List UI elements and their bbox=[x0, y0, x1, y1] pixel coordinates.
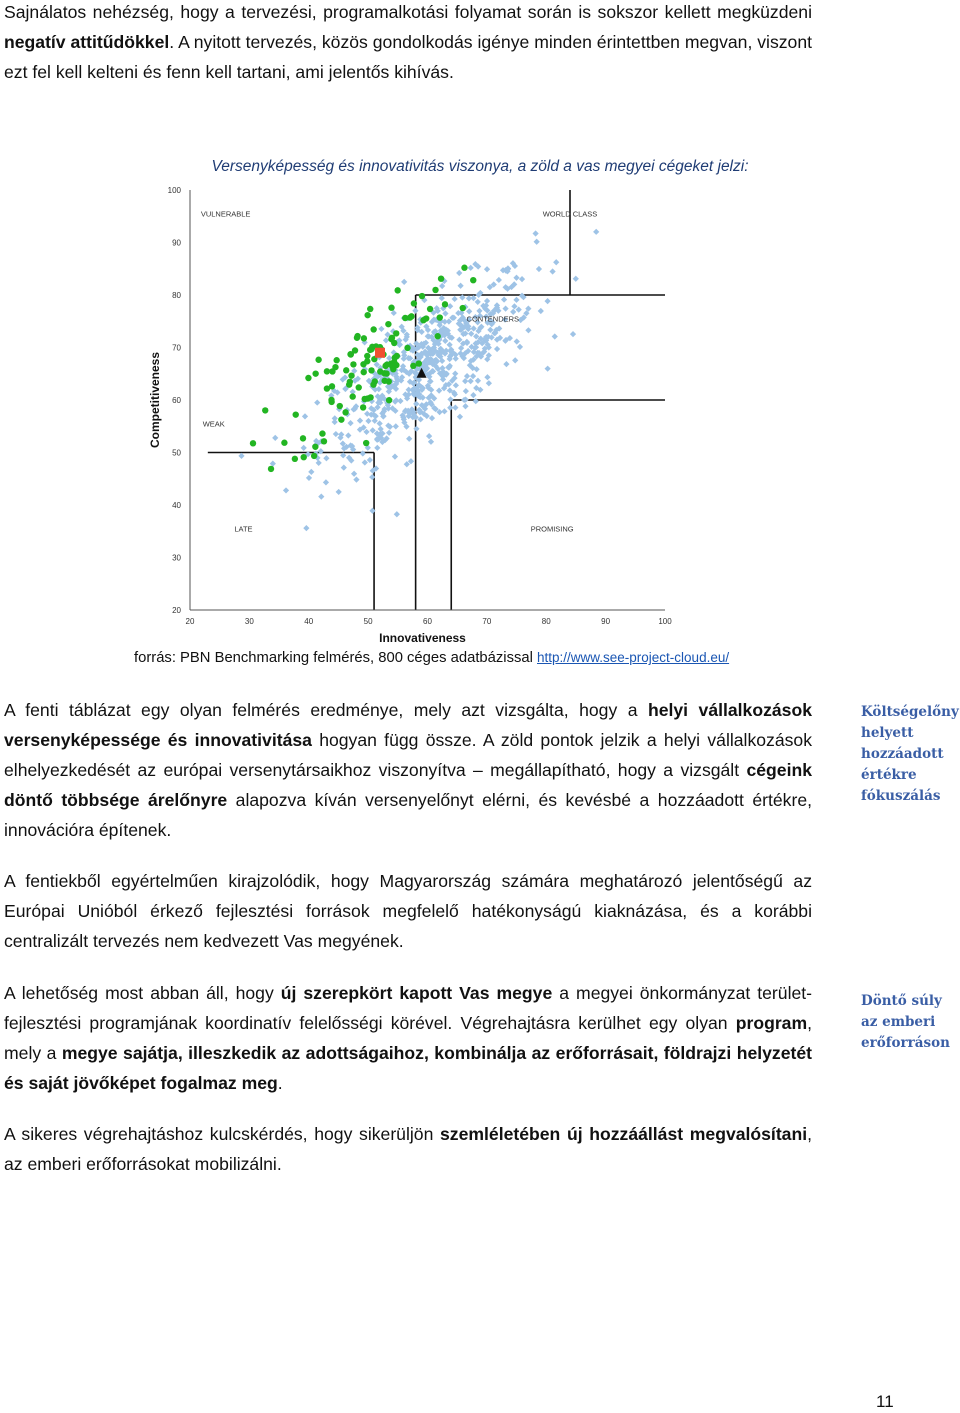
data-point bbox=[238, 453, 244, 459]
data-point bbox=[401, 279, 407, 285]
source-link[interactable]: http://www.see-project-cloud.eu/ bbox=[537, 650, 730, 665]
data-point bbox=[349, 393, 355, 399]
data-point bbox=[462, 378, 468, 384]
data-point bbox=[377, 368, 383, 374]
x-tick-label: 20 bbox=[185, 617, 195, 626]
p4-bold-1: szemléletében új hozzáállást megvalósítani bbox=[440, 1124, 808, 1144]
data-point bbox=[324, 368, 330, 374]
paragraph-opportunity bbox=[4, 978, 812, 1098]
quadrant-label: WORLD CLASS bbox=[542, 209, 598, 219]
data-point bbox=[413, 401, 419, 407]
data-point bbox=[439, 295, 445, 301]
y-tick-label: 100 bbox=[167, 186, 181, 195]
data-point bbox=[370, 381, 376, 387]
data-point bbox=[544, 298, 550, 304]
data-point bbox=[475, 299, 481, 305]
intro-text: Sajnálatos nehézség, hogy a tervezési, programalkotási folyamat során is sokszor kellett megküzdeni bbox=[4, 2, 812, 22]
data-point bbox=[361, 335, 367, 341]
data-point bbox=[438, 275, 444, 281]
p1-text-3: alapozva kíván versenyelőnyt elérni, és kevésbé a hozzáadott értékre, innovációra építenek. bbox=[4, 790, 812, 840]
side-note-human: Döntő súly az emberi erőforráson bbox=[861, 993, 950, 1051]
data-point bbox=[338, 416, 344, 422]
data-point bbox=[461, 265, 467, 271]
data-point bbox=[314, 399, 320, 405]
p3-bold-2: program bbox=[735, 1013, 808, 1033]
data-point bbox=[536, 266, 542, 272]
x-tick-label: 50 bbox=[363, 617, 373, 626]
data-point bbox=[447, 405, 453, 411]
data-point bbox=[404, 345, 410, 351]
intro-paragraph bbox=[4, 0, 812, 87]
data-point bbox=[308, 469, 314, 475]
data-point bbox=[323, 479, 329, 485]
data-point bbox=[300, 435, 306, 441]
data-point bbox=[321, 438, 327, 444]
data-point bbox=[570, 331, 576, 337]
data-point bbox=[392, 454, 398, 460]
data-point bbox=[416, 360, 422, 366]
x-tick-label: 30 bbox=[244, 617, 254, 626]
data-point bbox=[463, 388, 469, 394]
data-point bbox=[442, 338, 448, 344]
data-point bbox=[369, 344, 375, 350]
page-number: 11 bbox=[876, 1392, 894, 1411]
data-point bbox=[293, 411, 299, 417]
data-point bbox=[532, 230, 538, 236]
p4-text-2: , az emberi erőforrásokat mobilizálni. bbox=[4, 1124, 812, 1174]
data-point bbox=[447, 342, 453, 348]
data-point bbox=[466, 295, 472, 301]
data-point bbox=[272, 435, 278, 441]
y-tick-label: 60 bbox=[172, 396, 181, 405]
data-point bbox=[301, 454, 307, 460]
data-point bbox=[318, 494, 324, 500]
x-tick-label: 40 bbox=[304, 617, 314, 626]
data-point bbox=[312, 370, 318, 376]
data-point bbox=[514, 338, 520, 344]
data-point bbox=[368, 367, 374, 373]
data-point bbox=[381, 378, 387, 384]
data-point bbox=[374, 445, 380, 451]
data-point bbox=[394, 287, 400, 293]
data-point bbox=[250, 440, 256, 446]
data-point bbox=[501, 296, 507, 302]
data-point bbox=[305, 375, 311, 381]
data-point bbox=[319, 430, 325, 436]
data-point bbox=[456, 337, 462, 343]
data-point bbox=[281, 440, 287, 446]
y-tick-label: 70 bbox=[172, 343, 181, 353]
data-point bbox=[470, 392, 476, 398]
data-point bbox=[377, 420, 383, 426]
data-point bbox=[486, 380, 492, 386]
scatter-chart bbox=[145, 180, 675, 646]
data-point bbox=[360, 450, 366, 456]
data-point bbox=[512, 357, 518, 363]
data-point bbox=[420, 317, 426, 323]
data-point bbox=[553, 259, 559, 265]
data-point bbox=[292, 456, 298, 462]
data-point bbox=[302, 413, 308, 419]
data-point bbox=[332, 364, 338, 370]
x-tick-label: 80 bbox=[541, 617, 551, 626]
data-point bbox=[462, 403, 468, 409]
data-point bbox=[513, 297, 519, 303]
data-point bbox=[538, 308, 544, 314]
data-point bbox=[315, 357, 321, 363]
data-point bbox=[332, 415, 338, 421]
data-point bbox=[408, 313, 414, 319]
data-point bbox=[385, 321, 391, 327]
data-point bbox=[494, 346, 500, 352]
data-point bbox=[511, 303, 517, 309]
x-axis-label: Innovativeness bbox=[379, 631, 466, 645]
y-tick-label: 30 bbox=[172, 553, 181, 563]
data-point bbox=[390, 366, 396, 372]
data-point bbox=[441, 408, 447, 414]
data-point bbox=[347, 379, 353, 385]
data-point bbox=[262, 407, 268, 413]
data-point bbox=[347, 420, 353, 426]
data-point bbox=[437, 314, 443, 320]
data-point bbox=[337, 403, 343, 409]
data-point bbox=[468, 331, 474, 337]
quadrant-label: CONTENDERS bbox=[466, 314, 520, 324]
data-point bbox=[367, 457, 373, 463]
data-point bbox=[464, 373, 470, 379]
data-point bbox=[370, 326, 376, 332]
y-axis-label: Competitiveness bbox=[148, 351, 162, 449]
p4-text-1: A sikeres végrehajtáshoz kulcskérdés, hogy sikerüljön bbox=[4, 1124, 441, 1144]
p3-text-2: a megyei önkormányzat terület-fejlesztési programjának koordinatív felelősségi körével. Végrehajtásra kerülhet egy olyan bbox=[4, 983, 813, 1033]
data-point bbox=[428, 439, 434, 445]
series-eu-companies bbox=[238, 229, 599, 532]
data-point bbox=[519, 276, 525, 282]
data-point bbox=[442, 301, 448, 307]
data-point bbox=[534, 239, 540, 245]
data-point bbox=[412, 308, 418, 314]
data-point bbox=[311, 453, 317, 459]
source-text: forrás: PBN Benchmarking felmérés, 800 céges adatbázissal bbox=[134, 650, 537, 666]
data-point bbox=[468, 265, 474, 271]
paragraph-eu-funds: A fentiekből egyértelműen kirajzolódik, hogy Magyarország számára meghatározó jelentőségű az Európai Unióból érkező fejlesztési források megfelelő hatékonyságú kiaknázása, és a korábbi centralizált tervezés nem kedvezett Vas megyének. bbox=[4, 871, 812, 951]
data-point bbox=[383, 370, 389, 376]
data-point bbox=[426, 433, 432, 439]
data-point bbox=[303, 525, 309, 531]
data-point bbox=[301, 445, 307, 451]
data-point bbox=[361, 369, 367, 375]
data-point bbox=[370, 427, 376, 433]
intro-bold: negatív attitűdökkel bbox=[4, 32, 170, 52]
data-point bbox=[513, 275, 519, 281]
quadrant-labels bbox=[201, 209, 597, 533]
data-point bbox=[350, 361, 356, 367]
data-point bbox=[351, 471, 357, 477]
figure-caption: Versenyképesség és innovativitás viszonya, a zöld a vas megyei cégeket jelzi: bbox=[211, 158, 749, 175]
p3-bold-1: új szerepkört kapott Vas megye bbox=[280, 983, 553, 1003]
data-point bbox=[363, 440, 369, 446]
data-point bbox=[573, 276, 579, 282]
data-point bbox=[333, 357, 339, 363]
quadrant-label: LATE bbox=[234, 524, 253, 534]
highlight-square-marker bbox=[375, 348, 385, 358]
data-point bbox=[357, 417, 363, 423]
x-tick-label: 70 bbox=[482, 617, 492, 626]
data-point bbox=[388, 305, 394, 311]
data-point bbox=[353, 477, 359, 483]
data-point bbox=[447, 396, 453, 402]
data-point bbox=[496, 277, 502, 283]
data-point bbox=[372, 418, 378, 424]
data-point bbox=[268, 466, 274, 472]
data-point bbox=[484, 374, 490, 380]
data-point bbox=[352, 347, 358, 353]
data-point bbox=[360, 361, 366, 367]
y-tick-label: 80 bbox=[172, 291, 181, 300]
data-point bbox=[593, 229, 599, 235]
data-point bbox=[389, 335, 395, 341]
quadrant-label: VULNERABLE bbox=[200, 209, 251, 219]
data-point bbox=[341, 464, 347, 470]
p1-bold-2: cégeink döntő többsége árelőnyre bbox=[4, 760, 812, 810]
data-point bbox=[502, 305, 508, 311]
data-point bbox=[383, 337, 389, 343]
data-point bbox=[394, 511, 400, 517]
data-point bbox=[460, 305, 466, 311]
data-point bbox=[348, 372, 354, 378]
quadrant-lines bbox=[208, 190, 665, 610]
data-point bbox=[312, 444, 318, 450]
data-point bbox=[333, 431, 339, 437]
data-point bbox=[427, 306, 433, 312]
data-point bbox=[411, 300, 417, 306]
data-point bbox=[525, 327, 531, 333]
data-point bbox=[516, 306, 522, 312]
y-tick-label: 90 bbox=[172, 238, 181, 248]
data-point bbox=[456, 270, 462, 276]
data-point bbox=[283, 487, 289, 493]
data-point bbox=[435, 333, 441, 339]
p3-text-4: . bbox=[277, 1073, 283, 1093]
data-point bbox=[397, 398, 403, 404]
data-point bbox=[386, 397, 392, 403]
data-point bbox=[410, 363, 416, 369]
data-point bbox=[503, 361, 509, 367]
data-point bbox=[386, 430, 392, 436]
data-point bbox=[345, 432, 351, 438]
data-point bbox=[367, 306, 373, 312]
data-point bbox=[484, 266, 490, 272]
p1-bold-1: helyi vállalkozások versenyképessége és innovativitása bbox=[4, 700, 812, 750]
data-point bbox=[432, 287, 438, 293]
x-tick-label: 60 bbox=[423, 617, 432, 626]
quadrant-label: PROMISING bbox=[530, 524, 574, 534]
data-point bbox=[552, 333, 558, 339]
data-point bbox=[336, 489, 342, 495]
data-point bbox=[484, 298, 490, 304]
data-point bbox=[457, 414, 463, 420]
data-point bbox=[545, 366, 551, 372]
data-point bbox=[360, 404, 366, 410]
data-point bbox=[378, 326, 384, 332]
x-tick-label: 90 bbox=[601, 617, 611, 626]
data-point bbox=[365, 418, 371, 424]
data-point bbox=[324, 385, 330, 391]
x-tick-label: 100 bbox=[658, 617, 672, 626]
data-point bbox=[354, 335, 360, 341]
data-point bbox=[453, 382, 459, 388]
intro-text-2: . A nyitott tervezés, közös gondolkodás igénye minden érintettben megvan, viszont ezt fel kell kelteni és fenn kell tartani, ami jelentős kihívás. bbox=[4, 32, 812, 82]
p3-text-3: , mely a bbox=[4, 1013, 812, 1063]
data-point bbox=[452, 296, 458, 302]
data-point bbox=[364, 312, 370, 318]
y-tick-label: 40 bbox=[172, 501, 181, 510]
data-point bbox=[475, 378, 481, 384]
data-point bbox=[476, 308, 482, 314]
data-point bbox=[406, 436, 412, 442]
data-point bbox=[419, 293, 425, 299]
data-point bbox=[343, 367, 349, 373]
side-note-cost: Költségelőny helyett hozzáadott értékre fókuszálás bbox=[861, 704, 959, 804]
data-point bbox=[323, 455, 329, 461]
figure-source bbox=[134, 650, 729, 666]
data-point bbox=[382, 363, 388, 369]
p1-text-1: A fenti táblázat egy olyan felmérés eredménye, mely azt vizsgálta, hogy a bbox=[4, 700, 648, 720]
data-point bbox=[328, 399, 334, 405]
data-point bbox=[362, 459, 368, 465]
data-point bbox=[316, 460, 322, 466]
data-point bbox=[452, 370, 458, 376]
data-point bbox=[342, 409, 348, 415]
data-point bbox=[361, 396, 367, 402]
y-tick-label: 50 bbox=[172, 448, 181, 458]
y-tick-label: 20 bbox=[172, 606, 181, 615]
paragraph-success bbox=[4, 1119, 812, 1179]
paragraph-survey bbox=[4, 695, 812, 845]
p3-text-1: A lehetőség most abban áll, hogy bbox=[4, 983, 281, 1003]
quadrant-label: WEAK bbox=[202, 419, 225, 429]
data-point bbox=[306, 475, 312, 481]
data-point bbox=[470, 277, 476, 283]
data-point bbox=[356, 384, 362, 390]
data-point bbox=[457, 283, 463, 289]
p1-text-2: hogyan függ össze. A zöld pontok jelzik a helyi vállalkozások elhelyezkedését az európai versenytársaikhoz viszonyítva – megállapítható, hogy a vizsgált bbox=[4, 730, 812, 780]
p3-bold-3: megye sajátja, illeszkedik az adottságaihoz, kombinálja az erőforrásait, földrajzi helyzetét és saját jövőképet fogalmaz meg bbox=[4, 1043, 812, 1093]
data-point bbox=[549, 268, 555, 274]
data-point bbox=[517, 344, 523, 350]
data-point bbox=[413, 426, 419, 432]
data-point bbox=[442, 319, 448, 325]
data-point bbox=[406, 387, 412, 393]
data-point bbox=[393, 423, 399, 429]
data-point bbox=[473, 398, 479, 404]
